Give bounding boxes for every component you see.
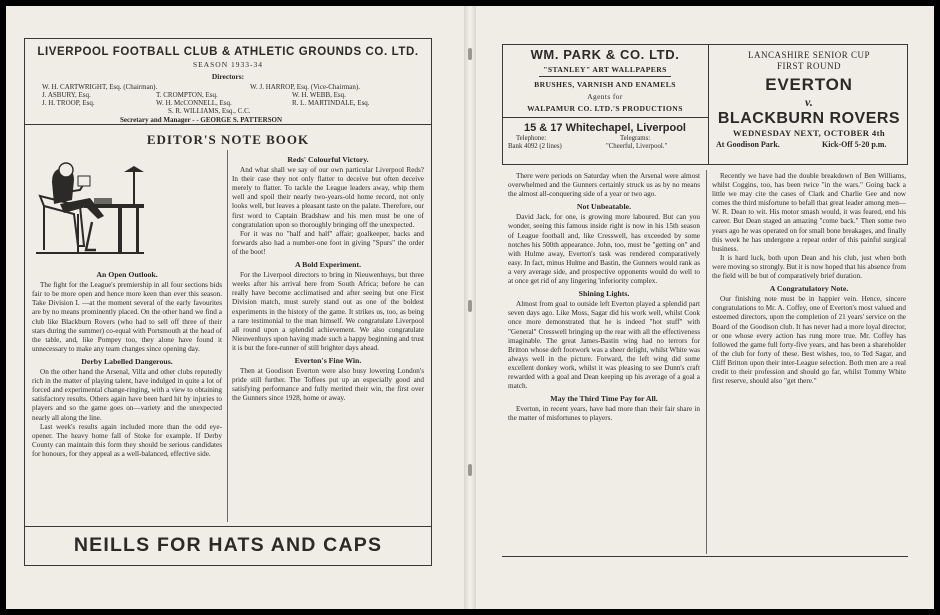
article-paragraph: For the Liverpool directors to bring in Nieuwenhuys, but three weeks after his arrival here from South Africa; before he can really have become acclimatised and after seeing but one First Division match, must surely stand out as one of the boldest experiments in the history of the game. It strikes us, too, as being a rare testimonial to the man himself. We congratulate Liverpool all round upon a splendid achievement. We also congratulate Nieuwenhuys upon having made such a happy beginning and trust it is but the fore-runner of still brighter days ahead. [232, 271, 424, 352]
article-paragraph: For it was no "half and half" affair; goalkeeper, backs and forwards also had a number-one foot in giving "Spurs" the order of the boot! [232, 229, 424, 256]
kickoff-time: Kick-Off 5-20 p.m. [822, 140, 887, 149]
director-name: R. L. MARTINDALE, Esq. [292, 99, 370, 107]
article-paragraph: Almost from goal to outside left Everton played a splendid part seven days ago. Like Moss, Sagar did his work well, whilst Cook once more demonstrated that he is indeed "hot stuff" with "General" Cresswell bringing up the rear with all the effectiveness imaginable. The great James-Bastin wing had no terrors for Britton whose deft footwork was a sheer delight, whilst White was always well in the picture. Forward, the left wing did some excellent donkey work, whilst it was pleasing to see Dunn's craft rewarded with a goal and Dean keeping up his average of a goal a match. [508, 300, 700, 391]
advert-line: WALPAMUR CO. LTD.'S PRODUCTIONS [527, 104, 683, 113]
park-advert [502, 44, 708, 162]
header-divider [708, 44, 709, 164]
article-paragraph: Our finishing note must be in happier vein. Hence, sincere congratulations to Mr. A. Coffey, one of Everton's most valued and esteemed directors, upon the completion of 21 years' service on the Board of the Goodison club. It has never had a more loyal director, or one whose every action has rung more true. Mr. Coffey has followed the game full forty-five years, and has been a shareholder of the club for forty of these. Best wishes, too, to Ted Sagar, and Cliff Britton upon their inter-League selection. Both men are a real credit to their profession and should go far, whilst Tommy White first reserve, should also "get there." [712, 295, 906, 386]
directors-heading: Directors: [211, 72, 245, 81]
away-team: BLACKBURN ROVERS [717, 110, 901, 127]
article-paragraph: Everton, in recent years, have had more than their fair share in the matter of misfortunes to players. [508, 405, 700, 423]
article-paragraph: Then at Goodison Everton were also busy lowering London's pride still further. The Toffees put up an especially good and satisfying performance and fully merited their win, the first over the Gunners since 1928, home or away. [232, 367, 424, 403]
advert-line: Agents for [587, 92, 623, 101]
section-heading: May the Third Time Pay for All. [550, 394, 658, 404]
column-divider [227, 150, 228, 522]
header-bottom-rule [502, 164, 908, 165]
staple-middle [468, 300, 472, 312]
left-column-1 [32, 152, 222, 524]
article-paragraph: David Jack, for one, is growing more laboured. But can you wonder, seeing this famous inside right is now in his 15th season of League football and, like Cresswell, has exceeded by some notches his 500th appearance. John, too, must be "getting on" and with Hulme away, Everton's task was rendered comparatively easy. In fact, minus Hulme and Bastin, the Gunners would rank as a very average side, and prospective opponents would do well to at once get rid of any lingering 'inferiority complex. [508, 213, 700, 286]
director-name: W. H. CARTWRIGHT, Esq. (Chairman). [42, 83, 158, 91]
match-venue: At Goodison Park. [716, 140, 780, 149]
match-date: WEDNESDAY NEXT, OCTOBER 4th [732, 128, 886, 138]
section-heading: An Open Outlook. [96, 270, 158, 280]
advert-address: 15 & 17 Whitechapel, Liverpool [502, 117, 708, 134]
director-name: S. R. WILLIAMS, Esq., C.C. [168, 107, 251, 115]
section-heading: A Congratulatory Note. [769, 284, 849, 294]
telephone-label: Telephone: [516, 135, 547, 142]
directors-list [24, 81, 432, 125]
secretary-line: Secretary and Manager - - GEORGE S. PATTERSON [120, 116, 283, 124]
director-name: W. J. HARROP, Esq. (Vice-Chairman). [250, 83, 360, 91]
advert-line: "STANLEY" ART WALLPAPERS [539, 65, 671, 77]
competition-name: LANCASHIRE SENIOR CUP [747, 50, 870, 60]
director-name: W. H. WEBB, Esq. [292, 91, 346, 99]
neills-advert: NEILLS FOR HATS AND CAPS [73, 534, 383, 556]
editor-title: EDITOR'S NOTE BOOK [146, 132, 310, 147]
advert-company: WM. PARK & CO. LTD. [530, 47, 680, 62]
article-paragraph: The fight for the League's premiership in all four sections bids fair to be more open and hence more keen than ever this season. Take Division I. —at the moment several of the early favourites are by no means prominently placed. On the other hand we find a club like Blackburn Rovers (who had to sell off three of their stars during the summer) co-equal with Portsmouth at the head of the table, and, like Pompey too, they alone have found it unnecessary to make any team changes since opening day. [32, 281, 222, 353]
right-column-2 [712, 172, 906, 554]
club-title: LIVERPOOL FOOTBALL CLUB & ATHLETIC GROUNDS CO. LTD. [37, 46, 419, 58]
right-bottom-rule [502, 556, 908, 557]
director-name: J. ASBURY, Esq. [42, 91, 91, 99]
article-paragraph: There were periods on Saturday when the Arsenal were almost overwhelmed and the Gunners certainly struck us as by no means the almost all-conquering side of a year or two ago. [508, 172, 700, 199]
advert-contacts [502, 134, 708, 152]
section-heading: Reds' Colourful Victory. [287, 155, 369, 164]
director-name: W. H. McCONNELL, Esq. [156, 99, 232, 107]
header-rule [24, 124, 432, 125]
versus-label: v. [805, 95, 813, 109]
director-name: J. H. TROOP, Esq. [42, 99, 95, 107]
section-heading: Everton's Fine Win. [294, 355, 362, 365]
section-heading: A Bold Experiment. [294, 260, 362, 270]
season-label: SEASON 1933-34 [192, 60, 264, 69]
article-paragraph: It is hard luck, both upon Dean and his club, just when both were moving so strongly. But it is now hoped that his absence from the field will be but of comparatively brief duration. [712, 253, 906, 281]
man-reading-illustration [32, 152, 150, 264]
telegrams-address: "Cheerful, Liverpool." [606, 143, 668, 150]
article-paragraph: Recently we have had the double breakdown of Ben Williams, whilst Coggins, too, has been twice "in the wars." Going back a little we may cite the cases of Clark and Charlie Gee and now comes the third misfortune to befall that great leader among men—W. R. Dean to wit. His motor smash would, it was feared, end his career. But Dean staged an amazing "come back." Then some two years ago he was operated on for small bone breakages, and finally this week he has undergone a repeat order of this painful surgical business. [712, 172, 906, 253]
telegrams-label: Telegrams: [620, 135, 651, 142]
match-details [710, 140, 908, 150]
home-team: EVERTON [765, 75, 853, 94]
section-heading: Derby Labelled Dangerous. [81, 356, 173, 366]
director-name: T. CROMPTON, Esq. [156, 91, 218, 99]
article-paragraph: On the other hand the Arsenal, Villa and other clubs reputedly rich in the matter of playing talent, have indulged in quite a lot of forced and experimental change-ringing, with a view to obtaining satisfactory results. Others again have been hard hit by injuries to players and so the game goes on—variety and the unexpected nearly all along the line. [32, 368, 222, 422]
column-divider [706, 170, 707, 554]
section-heading: Not Unbeatable. [576, 202, 632, 212]
competition-round: FIRST ROUND [776, 61, 842, 71]
article-paragraph: And what shall we say of our own particular Liverpool Reds? In their case they not only flatter to deceive but often deceive merely to flatter. To tackle the League leaders away, whip them well and spoil their nearly two-years-old home record, not only looks well, but leaves a pleasant taste on the palate. Therefore, our first word to Captain Bradshaw and his men must be one of congratulation upon so thoroughly bringing off the unexpected. [232, 166, 424, 229]
article-paragraph: Last week's results again included more than the odd eye-opener. The heavy home fall of Stoke for example. If Derby County can maintain this form they should be serious candidates for honours, for they appeal as a well-balanced, effective side. [32, 422, 222, 458]
staple-bottom [468, 464, 472, 476]
right-column-1 [508, 172, 700, 554]
left-column-2 [232, 152, 424, 524]
section-heading: Shining Lights. [578, 289, 630, 299]
club-header [24, 38, 432, 124]
telephone-number: Bank 4092 (2 lines) [508, 143, 562, 150]
staple-top [468, 48, 472, 60]
advert-line: BRUSHES, VARNISH AND ENAMELS [534, 80, 676, 89]
match-announcement [710, 44, 908, 162]
